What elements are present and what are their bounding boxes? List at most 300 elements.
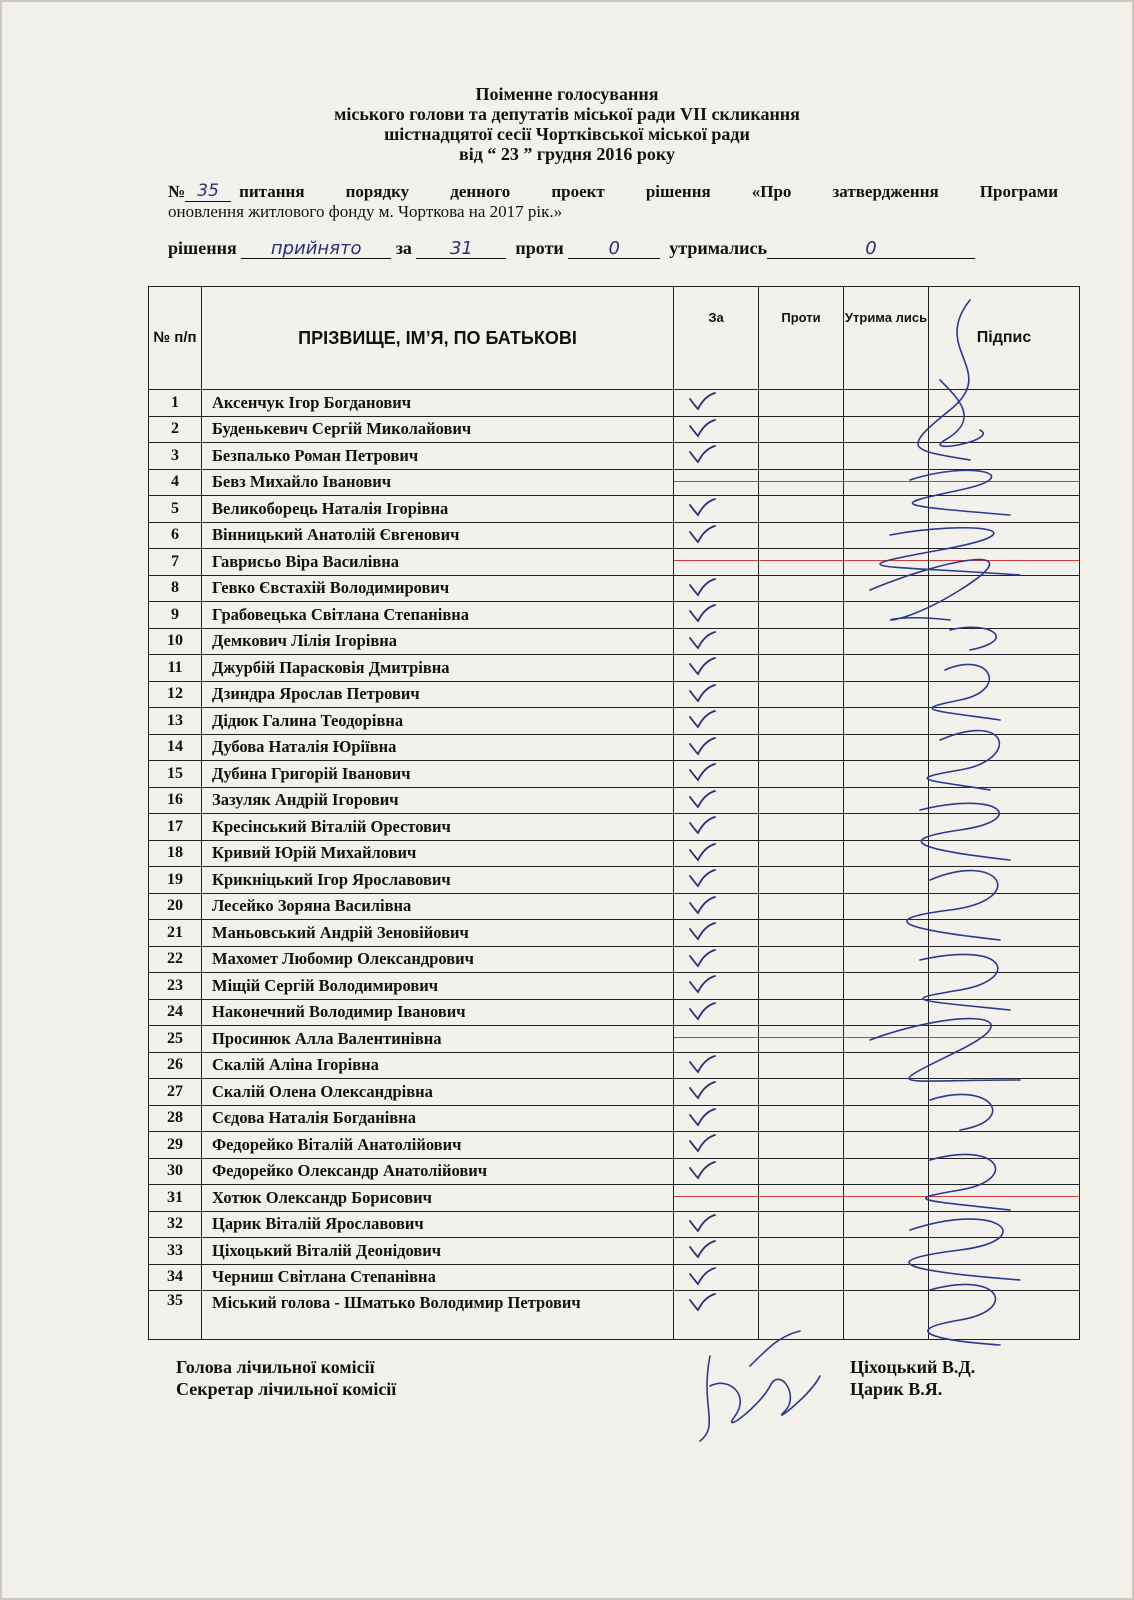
header-title: Поіменне голосування [475, 84, 659, 104]
row-number: 8 [149, 575, 202, 602]
check-mark-icon [688, 974, 716, 994]
signature-cell [929, 814, 1080, 841]
check-mark-icon [688, 683, 716, 703]
check-mark-icon [688, 736, 716, 756]
vote-for-cell [674, 655, 759, 682]
vote-for-cell [674, 416, 759, 443]
signature-cell [929, 443, 1080, 470]
header-session: шістнадцятої сесії Чортківської міської ради [384, 124, 750, 144]
table-row [149, 787, 1080, 814]
table-row [149, 655, 1080, 682]
signature-cell [929, 655, 1080, 682]
signature-cell [929, 1079, 1080, 1106]
table-row [149, 522, 1080, 549]
table-row [149, 1185, 1080, 1212]
commission-labels [176, 1356, 396, 1400]
check-mark-icon [688, 709, 716, 729]
row-number: 25 [149, 1026, 202, 1053]
vote-abstain-cell [844, 893, 929, 920]
table-row [149, 602, 1080, 629]
check-mark-icon [688, 1107, 716, 1127]
vote-against-cell [759, 1238, 844, 1265]
header-against: Проти [759, 287, 844, 390]
vote-against-cell [759, 1079, 844, 1106]
vote-abstain-cell [844, 920, 929, 947]
row-number: 14 [149, 734, 202, 761]
signature-cell [929, 416, 1080, 443]
vote-abstain-cell [844, 867, 929, 894]
vote-against-cell [759, 973, 844, 1000]
row-name: Дідюк Галина Теодорівна [202, 708, 674, 735]
vote-against-cell [759, 443, 844, 470]
decision-line [168, 238, 1058, 259]
table-row [149, 443, 1080, 470]
table-row [149, 628, 1080, 655]
vote-abstain-cell [844, 1238, 929, 1265]
decision-for-label: за [395, 238, 412, 258]
vote-against-cell [759, 1264, 844, 1291]
vote-against-cell [759, 496, 844, 523]
vote-abstain-cell [844, 681, 929, 708]
row-number: 11 [149, 655, 202, 682]
row-number: 24 [149, 999, 202, 1026]
vote-for-cell [674, 1264, 759, 1291]
document-header [0, 84, 1134, 164]
row-name: Крикніцький Ігор Ярославович [202, 867, 674, 894]
signature-cell [929, 761, 1080, 788]
vote-abstain-cell [844, 840, 929, 867]
vote-for-cell [674, 1211, 759, 1238]
row-name: Маньовський Андрій Зеновійович [202, 920, 674, 947]
row-name: Кривий Юрій Михайлович [202, 840, 674, 867]
vote-abstain-cell [844, 390, 929, 417]
vote-abstain-cell [844, 999, 929, 1026]
table-row [149, 840, 1080, 867]
vote-for-cell [674, 999, 759, 1026]
vote-abstain-cell [844, 655, 929, 682]
check-mark-icon [688, 1001, 716, 1021]
row-number: 2 [149, 416, 202, 443]
row-number: 1 [149, 390, 202, 417]
vote-for-cell [674, 1132, 759, 1159]
row-name: Грабовецька Світлана Степанівна [202, 602, 674, 629]
table-row [149, 946, 1080, 973]
check-mark-icon [688, 1213, 716, 1233]
commission-signature [690, 1326, 840, 1446]
row-number: 9 [149, 602, 202, 629]
vote-against-cell [759, 390, 844, 417]
vote-abstain-cell [844, 734, 929, 761]
row-number: 26 [149, 1052, 202, 1079]
signature-cell [929, 1105, 1080, 1132]
vote-against-cell [759, 787, 844, 814]
vote-abstain-cell [844, 973, 929, 1000]
table-row [149, 496, 1080, 523]
vote-for-cell [674, 1079, 759, 1106]
row-name: Зазуляк Андрій Ігорович [202, 787, 674, 814]
check-mark-icon [688, 418, 716, 438]
vote-against-cell [759, 655, 844, 682]
table-row [149, 973, 1080, 1000]
row-number: 21 [149, 920, 202, 947]
check-mark-icon [688, 497, 716, 517]
vote-against-cell [759, 602, 844, 629]
check-mark-icon [688, 895, 716, 915]
check-mark-icon [688, 444, 716, 464]
vote-abstain-cell [844, 522, 929, 549]
row-name: Демкович Лілія Ігорівна [202, 628, 674, 655]
vote-for-cell [674, 1185, 759, 1212]
row-name: Вінницький Анатолій Євгенович [202, 522, 674, 549]
signature-cell [929, 602, 1080, 629]
vote-against-cell [759, 999, 844, 1026]
check-mark-icon [688, 1239, 716, 1259]
table-row [149, 416, 1080, 443]
vote-abstain-cell [844, 469, 929, 496]
check-mark-icon [688, 1160, 716, 1180]
vote-against-cell [759, 469, 844, 496]
table-row [149, 708, 1080, 735]
table-row [149, 469, 1080, 496]
row-name: Махомет Любомир Олександрович [202, 946, 674, 973]
header-subtitle: міського голови та депутатів міської ради VII скликання [334, 104, 800, 124]
vote-abstain-cell [844, 602, 929, 629]
vote-abstain-cell [844, 1105, 929, 1132]
decision-abstain-value: 0 [767, 240, 975, 259]
vote-for-cell [674, 575, 759, 602]
row-number: 16 [149, 787, 202, 814]
vote-against-cell [759, 1158, 844, 1185]
row-number: 22 [149, 946, 202, 973]
vote-abstain-cell [844, 416, 929, 443]
check-mark-icon [688, 1133, 716, 1153]
decision-for-value: 31 [416, 240, 506, 259]
signature-cell [929, 973, 1080, 1000]
vote-abstain-cell [844, 787, 929, 814]
table-row [149, 1264, 1080, 1291]
vote-abstain-cell [844, 1132, 929, 1159]
check-mark-icon [688, 868, 716, 888]
table-row [149, 1132, 1080, 1159]
header-for: За [674, 287, 759, 390]
table-row [149, 681, 1080, 708]
signature-cell [929, 840, 1080, 867]
commission-names [850, 1356, 975, 1400]
row-name: Просинюк Алла Валентинівна [202, 1026, 674, 1053]
row-name: Кресінський Віталій Орестович [202, 814, 674, 841]
vote-abstain-cell [844, 1264, 929, 1291]
vote-abstain-cell [844, 1185, 929, 1212]
question-number-value: 35 [185, 182, 231, 202]
check-mark-icon [688, 842, 716, 862]
table-row [149, 1079, 1080, 1106]
vote-against-cell [759, 681, 844, 708]
row-name: Джурбій Парасковія Дмитрівна [202, 655, 674, 682]
vote-against-cell [759, 1185, 844, 1212]
table-row [149, 920, 1080, 947]
check-mark-icon [688, 1080, 716, 1100]
row-number: 17 [149, 814, 202, 841]
row-name: Наконечний Володимир Іванович [202, 999, 674, 1026]
signature-cell [929, 1158, 1080, 1185]
check-mark-icon [688, 1292, 716, 1312]
decision-value: прийнято [241, 240, 391, 259]
signature-cell [929, 496, 1080, 523]
row-number: 33 [149, 1238, 202, 1265]
check-mark-icon [688, 524, 716, 544]
vote-abstain-cell [844, 1079, 929, 1106]
vote-abstain-cell [844, 443, 929, 470]
vote-for-cell [674, 443, 759, 470]
row-number: 23 [149, 973, 202, 1000]
signature-cell [929, 1291, 1080, 1340]
vote-for-cell [674, 893, 759, 920]
row-name: Скалій Олена Олександрівна [202, 1079, 674, 1106]
row-number: 32 [149, 1211, 202, 1238]
vote-against-cell [759, 761, 844, 788]
vote-for-cell [674, 390, 759, 417]
signature-cell [929, 1132, 1080, 1159]
row-name: Сєдова Наталія Богданівна [202, 1105, 674, 1132]
vote-against-cell [759, 416, 844, 443]
row-name: Буденькевич Сергій Миколайович [202, 416, 674, 443]
row-name: Великоборець Наталія Ігорівна [202, 496, 674, 523]
row-name: Хотюк Олександр Борисович [202, 1185, 674, 1212]
row-name: Дубова Наталія Юріївна [202, 734, 674, 761]
table-row [149, 893, 1080, 920]
vote-against-cell [759, 1291, 844, 1340]
vote-against-cell [759, 840, 844, 867]
row-name: Аксенчук Ігор Богданович [202, 390, 674, 417]
vote-against-cell [759, 522, 844, 549]
vote-for-cell [674, 469, 759, 496]
signature-cell [929, 628, 1080, 655]
vote-against-cell [759, 1211, 844, 1238]
vote-abstain-cell [844, 1026, 929, 1053]
table-row [149, 999, 1080, 1026]
vote-for-cell [674, 549, 759, 576]
signature-cell [929, 787, 1080, 814]
row-number: 20 [149, 893, 202, 920]
header-abstain: Утрима лись [844, 287, 929, 390]
row-number: 18 [149, 840, 202, 867]
vote-for-cell [674, 946, 759, 973]
row-number: 30 [149, 1158, 202, 1185]
vote-for-cell [674, 787, 759, 814]
row-name: Безпалько Роман Петрович [202, 443, 674, 470]
commission-chair-label: Голова лічильної комісії [176, 1357, 375, 1377]
vote-against-cell [759, 814, 844, 841]
vote-for-cell [674, 602, 759, 629]
signature-cell [929, 1052, 1080, 1079]
row-number: 28 [149, 1105, 202, 1132]
table-row [149, 1211, 1080, 1238]
signature-cell [929, 708, 1080, 735]
vote-for-cell [674, 1026, 759, 1053]
row-number: 10 [149, 628, 202, 655]
table-row [149, 867, 1080, 894]
table-row [149, 734, 1080, 761]
vote-abstain-cell [844, 1211, 929, 1238]
row-number: 7 [149, 549, 202, 576]
vote-against-cell [759, 946, 844, 973]
row-name: Лесейко Зоряна Василівна [202, 893, 674, 920]
signature-cell [929, 734, 1080, 761]
signature-cell [929, 549, 1080, 576]
vote-against-cell [759, 708, 844, 735]
table-row [149, 814, 1080, 841]
commission-secretary-label: Секретар лічильної комісії [176, 1379, 397, 1399]
signature-cell [929, 1238, 1080, 1265]
check-mark-icon [688, 577, 716, 597]
vote-abstain-cell [844, 1158, 929, 1185]
signature-cell [929, 999, 1080, 1026]
vote-abstain-cell [844, 761, 929, 788]
vote-abstain-cell [844, 575, 929, 602]
roll-call-table [148, 286, 1080, 1340]
decision-label: рішення [168, 238, 237, 258]
row-number: 5 [149, 496, 202, 523]
check-mark-icon [688, 603, 716, 623]
check-mark-icon [688, 1266, 716, 1286]
vote-for-cell [674, 761, 759, 788]
question-lead: питання порядку денного проект рішення «Про затвердження Програми [239, 182, 1058, 201]
row-name: Бевз Михайло Іванович [202, 469, 674, 496]
vote-abstain-cell [844, 549, 929, 576]
row-number: 31 [149, 1185, 202, 1212]
vote-abstain-cell [844, 496, 929, 523]
decision-against-label: проти [515, 238, 564, 258]
vote-for-cell [674, 496, 759, 523]
vote-against-cell [759, 1105, 844, 1132]
vote-against-cell [759, 893, 844, 920]
check-mark-icon [688, 921, 716, 941]
signature-cell [929, 893, 1080, 920]
table-row [149, 1291, 1080, 1340]
vote-for-cell [674, 814, 759, 841]
row-name: Гевко Євстахій Володимирович [202, 575, 674, 602]
header-date: від “ 23 ” грудня 2016 року [459, 144, 675, 164]
table-row [149, 1105, 1080, 1132]
table-row [149, 1238, 1080, 1265]
vote-for-cell [674, 1052, 759, 1079]
row-name: Скалій Аліна Ігорівна [202, 1052, 674, 1079]
signature-cell [929, 1264, 1080, 1291]
row-name: Ціхоцький Віталій Деонідович [202, 1238, 674, 1265]
vote-against-cell [759, 1052, 844, 1079]
signature-cell [929, 920, 1080, 947]
row-number: 34 [149, 1264, 202, 1291]
row-name: Федорейко Віталій Анатолійович [202, 1132, 674, 1159]
table-row [149, 1026, 1080, 1053]
check-mark-icon [688, 815, 716, 835]
row-number: 3 [149, 443, 202, 470]
commission-secretary-name: Царик В.Я. [850, 1379, 943, 1399]
row-number: 19 [149, 867, 202, 894]
check-mark-icon [688, 789, 716, 809]
vote-for-cell [674, 1158, 759, 1185]
table-row [149, 390, 1080, 417]
row-number: 6 [149, 522, 202, 549]
row-number: 27 [149, 1079, 202, 1106]
signature-cell [929, 522, 1080, 549]
vote-against-cell [759, 734, 844, 761]
row-number: 15 [149, 761, 202, 788]
check-mark-icon [688, 391, 716, 411]
vote-against-cell [759, 1132, 844, 1159]
check-mark-icon [688, 948, 716, 968]
check-mark-icon [688, 630, 716, 650]
vote-for-cell [674, 867, 759, 894]
row-name: Дзиндра Ярослав Петрович [202, 681, 674, 708]
row-number: 13 [149, 708, 202, 735]
vote-against-cell [759, 920, 844, 947]
vote-against-cell [759, 549, 844, 576]
row-name: Гаврисьо Віра Василівна [202, 549, 674, 576]
vote-for-cell [674, 708, 759, 735]
table-row [149, 575, 1080, 602]
vote-abstain-cell [844, 946, 929, 973]
signature-cell [929, 681, 1080, 708]
vote-against-cell [759, 575, 844, 602]
signature-cell [929, 1185, 1080, 1212]
vote-for-cell [674, 734, 759, 761]
vote-against-cell [759, 1026, 844, 1053]
check-mark-icon [688, 1054, 716, 1074]
row-name: Міський голова - Шматько Володимир Петрович [202, 1291, 674, 1340]
row-name: Федорейко Олександр Анатолійович [202, 1158, 674, 1185]
table-row [149, 1158, 1080, 1185]
signature-cell [929, 469, 1080, 496]
header-signature: Підпис [929, 287, 1080, 390]
vote-for-cell [674, 681, 759, 708]
vote-for-cell [674, 973, 759, 1000]
vote-for-cell [674, 1105, 759, 1132]
table-row [149, 1052, 1080, 1079]
vote-for-cell [674, 522, 759, 549]
vote-for-cell [674, 1238, 759, 1265]
row-name: Царик Віталій Ярославович [202, 1211, 674, 1238]
question-continuation: оновлення житлового фонду м. Чорткова на 2017 рік.» [168, 202, 563, 221]
row-number: 12 [149, 681, 202, 708]
signature-cell [929, 1026, 1080, 1053]
table-row [149, 549, 1080, 576]
vote-for-cell [674, 920, 759, 947]
vote-for-cell [674, 840, 759, 867]
signature-cell [929, 575, 1080, 602]
check-mark-icon [688, 762, 716, 782]
vote-for-cell [674, 628, 759, 655]
row-number: 29 [149, 1132, 202, 1159]
table-header-row [149, 287, 1080, 390]
row-name: Дубина Григорій Іванович [202, 761, 674, 788]
signature-cell [929, 1211, 1080, 1238]
decision-against-value: 0 [568, 240, 660, 259]
header-name: ПРІЗВИЩЕ, ІМ’Я, ПО БАТЬКОВІ [202, 287, 674, 390]
table-row [149, 761, 1080, 788]
row-number: 4 [149, 469, 202, 496]
header-number: № п/п [149, 287, 202, 390]
agenda-question [168, 182, 1058, 222]
commission-chair-name: Ціхоцький В.Д. [850, 1357, 976, 1377]
vote-abstain-cell [844, 708, 929, 735]
signature-cell [929, 867, 1080, 894]
vote-against-cell [759, 867, 844, 894]
row-name: Черниш Світлана Степанівна [202, 1264, 674, 1291]
vote-against-cell [759, 628, 844, 655]
vote-abstain-cell [844, 1052, 929, 1079]
check-mark-icon [688, 656, 716, 676]
